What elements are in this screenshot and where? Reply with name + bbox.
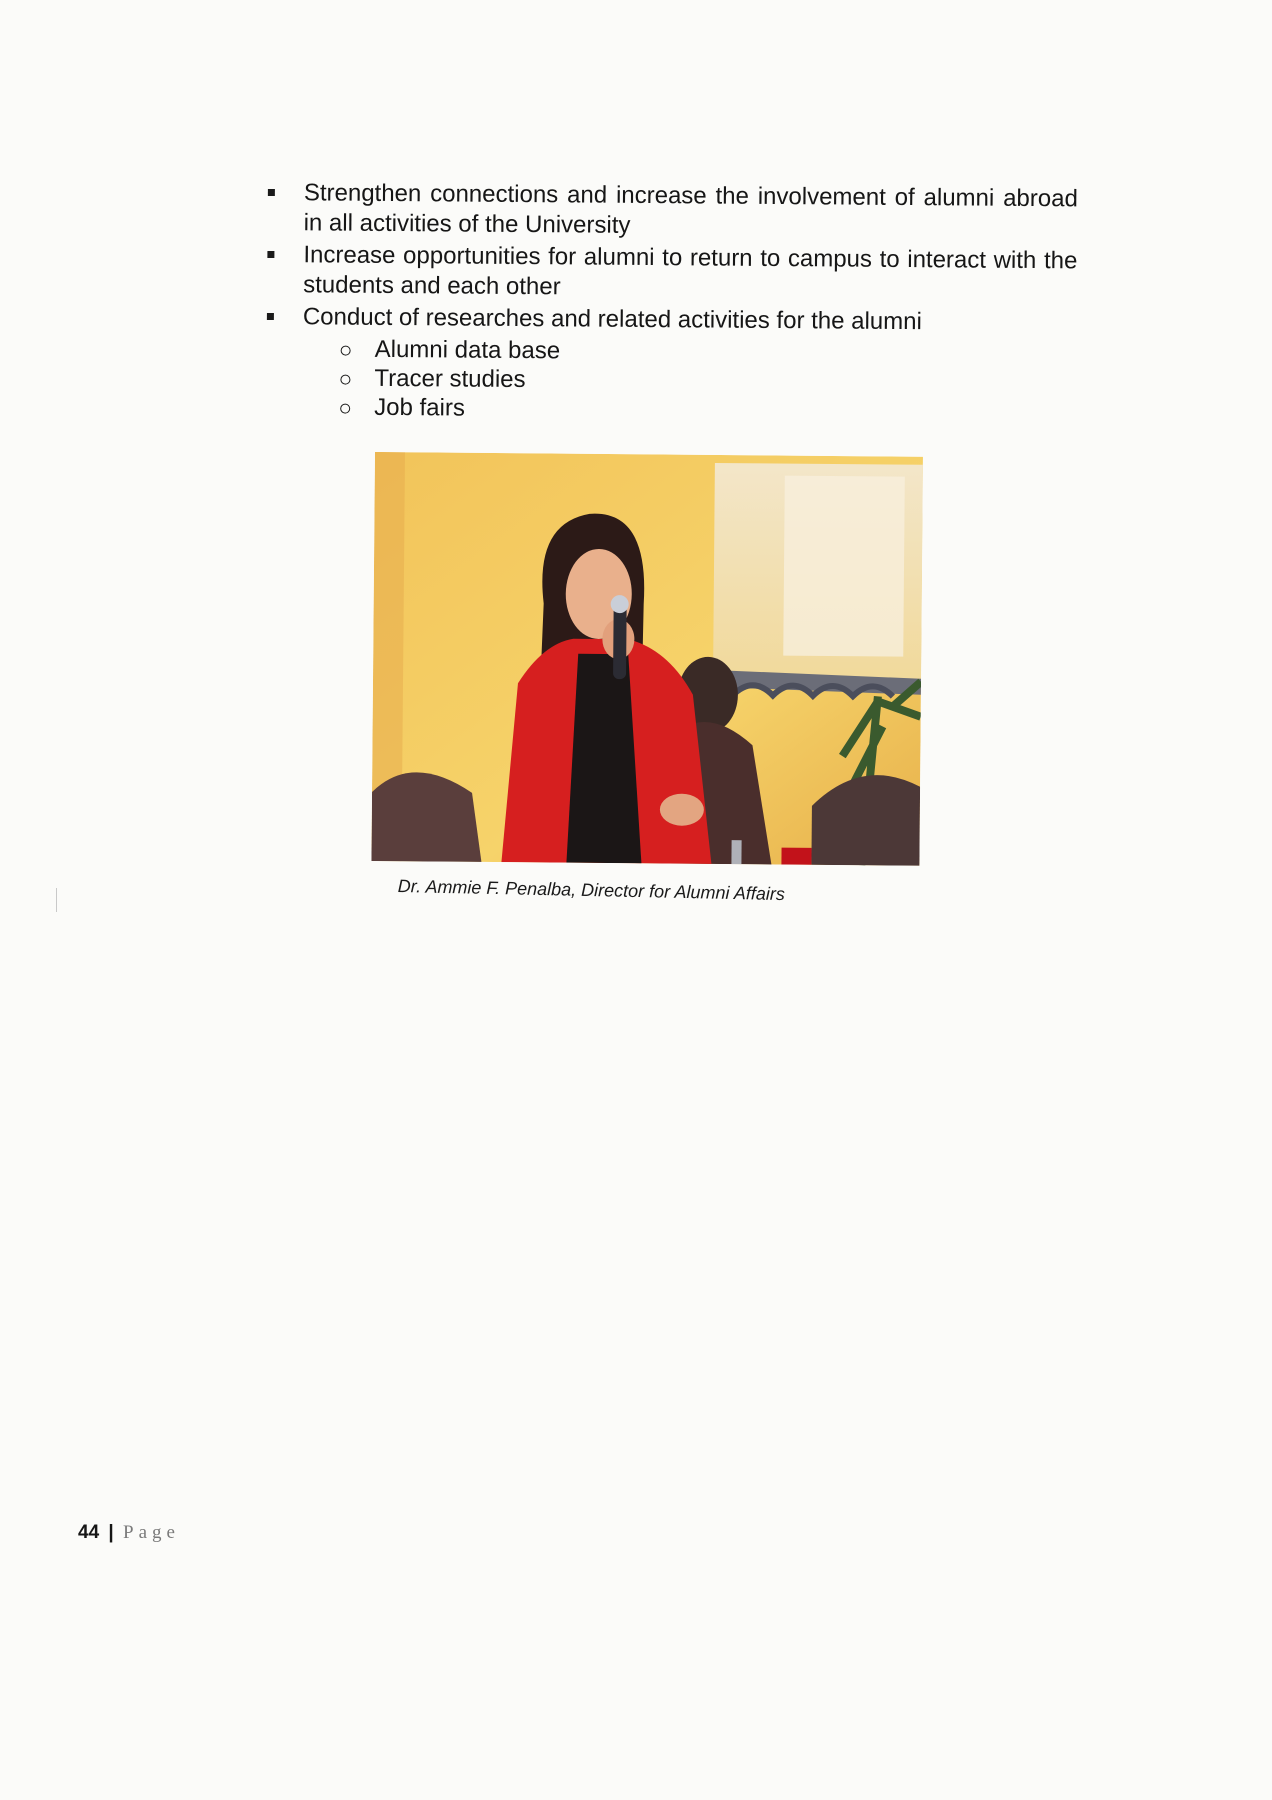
speaker-photo-illustration bbox=[371, 452, 923, 866]
circle-bullet-icon bbox=[341, 346, 351, 356]
page-footer bbox=[78, 1522, 180, 1544]
sub-bullet-item bbox=[302, 392, 1076, 427]
square-bullet-icon bbox=[267, 313, 274, 320]
bullet-text: Conduct of researches and related activities for the alumni bbox=[302, 303, 922, 336]
circle-bullet-icon bbox=[340, 404, 350, 414]
scan-mark bbox=[56, 888, 57, 912]
sub-bullet-text: Alumni data base bbox=[374, 335, 561, 365]
page-number: 44 bbox=[78, 1522, 100, 1543]
sub-bullet-text: Job fairs bbox=[374, 393, 466, 422]
bullet-text: Increase opportunities for alumni to return to campus to interact with the students and each other bbox=[303, 241, 1078, 301]
square-bullet-icon bbox=[268, 189, 275, 196]
sub-bullet-text: Tracer studies bbox=[374, 364, 526, 394]
sub-bullet-list bbox=[302, 334, 1077, 427]
photo-caption: Dr. Ammie F. Penalba, Director for Alumni Affairs bbox=[397, 876, 786, 905]
square-bullet-icon bbox=[267, 251, 274, 258]
speaker-photo bbox=[371, 452, 923, 866]
bullet-item bbox=[267, 240, 1077, 306]
bullet-list bbox=[266, 178, 1078, 429]
page-label: Page bbox=[123, 1522, 180, 1543]
bullet-item bbox=[266, 302, 1077, 427]
circle-bullet-icon bbox=[340, 375, 350, 385]
bullet-item bbox=[268, 178, 1078, 244]
footer-separator: | bbox=[108, 1522, 114, 1543]
bullet-text: Strengthen connections and increase the involvement of alumni abroad in all activities of the University bbox=[303, 179, 1078, 239]
